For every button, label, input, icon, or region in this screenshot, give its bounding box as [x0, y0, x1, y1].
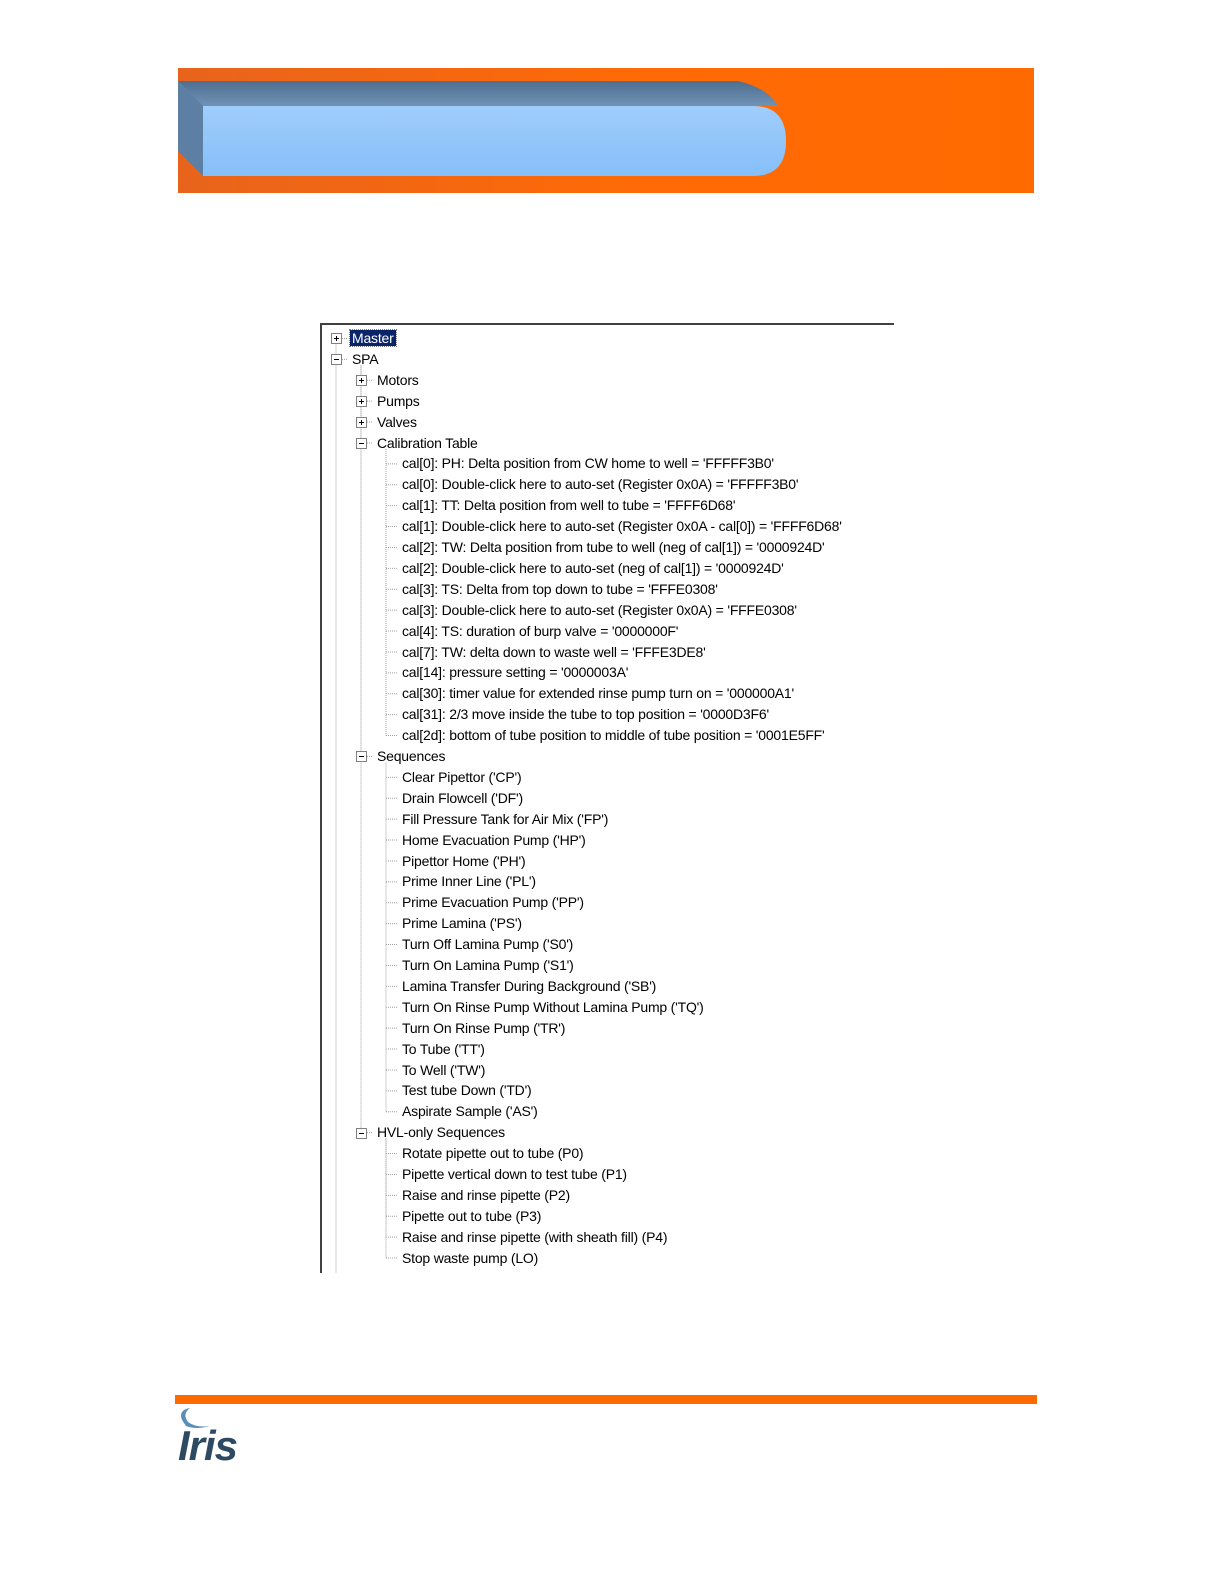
expand-icon[interactable] [356, 417, 367, 428]
tree-item-label: Master [352, 330, 394, 346]
tree-leaf-item[interactable] [400, 1164, 629, 1184]
tree-item-label: Motors [377, 371, 419, 388]
tree-node[interactable] [375, 370, 421, 390]
tree-leaf-item[interactable] [400, 871, 538, 891]
tree-leaf-item[interactable] [400, 767, 523, 787]
tree-leaf-item[interactable] [400, 1206, 543, 1226]
tree-leaf-item[interactable] [400, 495, 737, 515]
tree-leaf-item[interactable] [400, 955, 576, 975]
tree-item-label: cal[0]: PH: Delta position from CW home to well = 'FFFFF3B0' [402, 455, 774, 472]
iris-logo: Iris [178, 1422, 238, 1469]
tree-node[interactable] [350, 328, 396, 348]
tree-node[interactable] [375, 1122, 507, 1142]
header-banner [178, 68, 1034, 193]
tree-leaf-item[interactable] [400, 851, 528, 871]
tree-leaf-item[interactable] [400, 1018, 567, 1038]
tree-item-label: Turn On Rinse Pump Without Lamina Pump ('TQ') [402, 998, 704, 1015]
tree-node[interactable] [375, 391, 422, 411]
tree-item-label: Sequences [377, 748, 446, 764]
tree-leaf-item[interactable] [400, 1060, 487, 1080]
tree-item-label: cal[2d]: bottom of tube position to middle of tube position = '0001E5FF' [402, 727, 825, 744]
tree-leaf-item[interactable] [400, 997, 706, 1017]
tree-leaf-item[interactable] [400, 516, 844, 536]
tree-leaf-item[interactable] [400, 725, 827, 745]
tree-item-label: cal[4]: TS: duration of burp valve = '0000000F' [402, 622, 679, 639]
tree-leaf-item[interactable] [400, 913, 524, 933]
tree-leaf-item[interactable] [400, 1080, 534, 1100]
tree-item-label: cal[7]: TW: delta down to waste well = 'FFFE3DE8' [402, 643, 706, 660]
tree-item-label: Test tube Down ('TD') [402, 1082, 532, 1099]
tree-item-label: Raise and rinse pipette (with sheath fill) (P4) [402, 1228, 668, 1245]
tree-leaf-item[interactable] [400, 537, 827, 557]
tree-item-label: cal[0]: Double-click here to auto-set (Register 0x0A) = 'FFFFF3B0' [402, 476, 799, 493]
tree-item-label: Raise and rinse pipette (P2) [402, 1186, 570, 1203]
collapse-icon[interactable] [331, 354, 342, 365]
tree-leaf-item[interactable] [400, 1185, 572, 1205]
expand-icon[interactable] [356, 375, 367, 386]
tree-leaf-item[interactable] [400, 579, 720, 599]
tree-leaf-item[interactable] [400, 453, 776, 473]
tree-view[interactable] [320, 323, 894, 1273]
tree-item-label: cal[2]: TW: Delta position from tube to well (neg of cal[1]) = '0000924D' [402, 539, 825, 555]
tree-item-label: Pipettor Home ('PH') [402, 852, 526, 869]
tree-item-label: Turn On Lamina Pump ('S1') [402, 957, 574, 973]
tree-node[interactable] [375, 412, 419, 432]
tree-node[interactable] [375, 433, 480, 453]
tree-leaf-item[interactable] [400, 788, 525, 808]
tree-leaf-item[interactable] [400, 976, 658, 996]
tree-leaf-item[interactable] [400, 600, 799, 620]
collapse-icon[interactable] [356, 1128, 367, 1139]
tree-leaf-item[interactable] [400, 934, 575, 954]
tree-item-label: Pipette vertical down to test tube (P1) [402, 1166, 627, 1182]
tree-item-label: cal[30]: timer value for extended rinse pump turn on = '000000A1' [402, 685, 794, 702]
tree-item-label: Drain Flowcell ('DF') [402, 789, 523, 806]
tree-item-label: Stop waste pump (LO) [402, 1249, 539, 1266]
tree-item-label: HVL-only Sequences [377, 1124, 505, 1141]
tree-item-label: Lamina Transfer During Background ('SB') [402, 977, 657, 994]
tree-item-label: Valves [377, 413, 417, 430]
tree-item-label: Calibration Table [377, 434, 478, 451]
tree-leaf-item[interactable] [400, 892, 586, 912]
tree-item-label: cal[1]: Double-click here to auto-set (Register 0x0A - cal[0]) = 'FFFF6D68' [402, 518, 842, 535]
tree-leaf-item[interactable] [400, 642, 708, 662]
tree-leaf-item[interactable] [400, 474, 800, 494]
tree-item-label: Home Evacuation Pump ('HP') [402, 831, 586, 848]
tree-leaf-item[interactable] [400, 1248, 540, 1268]
tree-item-label: Aspirate Sample ('AS') [402, 1103, 538, 1120]
tree-leaf-item[interactable] [400, 621, 680, 641]
tree-item-label: Pumps [377, 392, 420, 409]
tree-leaf-item[interactable] [400, 662, 630, 682]
tree-item-label: cal[31]: 2/3 move inside the tube to top position = '0000D3F6' [402, 706, 769, 723]
tree-leaf-item[interactable] [400, 809, 610, 829]
tree-item-label: Pipette out to tube (P3) [402, 1207, 542, 1224]
tree-item-label: Turn Off Lamina Pump ('S0') [402, 936, 574, 953]
tree-leaf-item[interactable] [400, 704, 771, 724]
tree-node[interactable] [375, 746, 447, 766]
tree-leaf-item[interactable] [400, 830, 588, 850]
tree-item-label: Rotate pipette out to tube (P0) [402, 1145, 584, 1162]
tree-item-label: Clear Pipettor ('CP') [402, 768, 522, 785]
tree-leaf-item[interactable] [400, 1039, 487, 1059]
tree-item-label: To Tube ('TT') [402, 1040, 485, 1057]
header-3d-bar [178, 68, 798, 193]
tree-item-label: cal[1]: TT: Delta position from well to tube = 'FFFF6D68' [402, 497, 736, 514]
tree-node[interactable] [350, 349, 380, 369]
tree-leaf-item[interactable] [400, 1227, 669, 1247]
expand-icon[interactable] [331, 333, 342, 344]
tree-item-label: Fill Pressure Tank for Air Mix ('FP') [402, 810, 609, 827]
tree-item-label: cal[2]: Double-click here to auto-set (neg of cal[1]) = '0000924D' [402, 559, 784, 576]
expand-icon[interactable] [356, 396, 367, 407]
tree-leaf-item[interactable] [400, 1101, 540, 1121]
tree-leaf-item[interactable] [400, 1143, 585, 1163]
footer-bar [175, 1395, 1037, 1404]
tree-item-label: Turn On Rinse Pump ('TR') [402, 1019, 566, 1036]
tree-item-label: Prime Evacuation Pump ('PP') [402, 894, 584, 911]
tree-item-label: cal[3]: TS: Delta from top down to tube = 'FFFE0308' [402, 580, 718, 597]
tree-item-label: SPA [352, 350, 379, 367]
tree-leaf-item[interactable] [400, 683, 796, 703]
tree-leaf-item[interactable] [400, 558, 786, 578]
tree-item-label: cal[14]: pressure setting = '0000003A' [402, 664, 629, 681]
collapse-icon[interactable] [356, 438, 367, 449]
tree-item-label: Prime Inner Line ('PL') [402, 873, 536, 890]
tree-item-label: Prime Lamina ('PS') [402, 915, 522, 932]
tree-item-label: cal[3]: Double-click here to auto-set (Register 0x0A) = 'FFFE0308' [402, 601, 797, 618]
tree-item-label: To Well ('TW') [402, 1061, 486, 1078]
collapse-icon[interactable] [356, 751, 367, 762]
